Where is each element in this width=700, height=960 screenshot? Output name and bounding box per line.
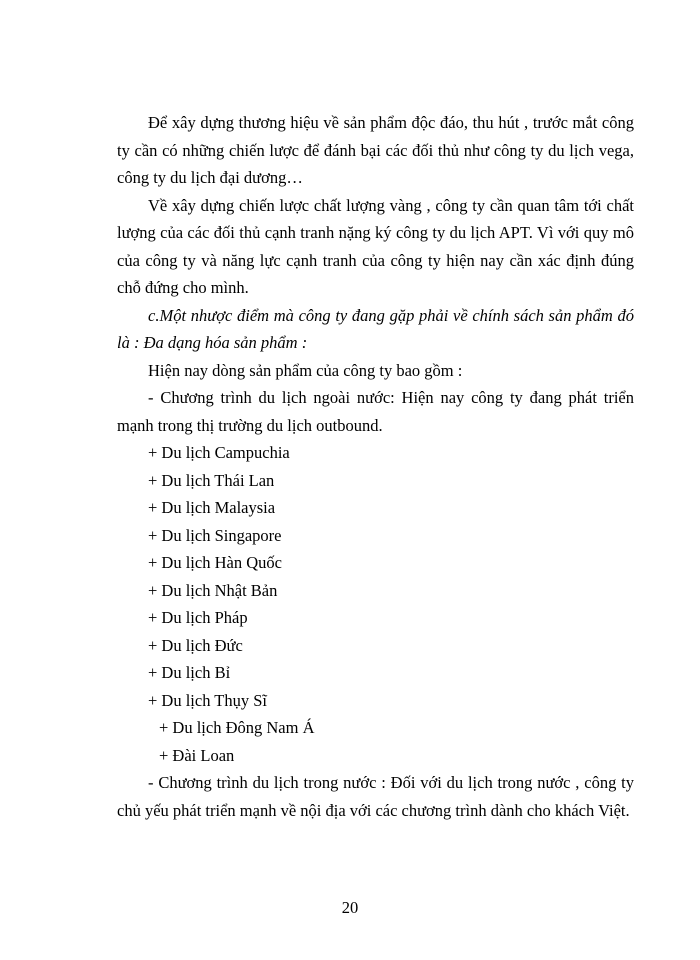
paragraph-product-lines-intro: Hiện nay dòng sản phẩm của công ty bao gồm : <box>148 360 463 380</box>
paragraph-weakness-heading: c.Một nhược điểm mà công ty đang gặp phải về chính sách sản phẩm đó là : Đa dạng hóa sản phẩm : <box>117 305 634 352</box>
paragraph-outbound-programs: - Chương trình du lịch ngoài nước: Hiện nay công ty đang phát triển mạnh trong thị trường du lịch outbound. <box>117 388 634 435</box>
list-item: + Du lịch Thụy Sĩ <box>148 690 268 710</box>
list-item: + Du lịch Đức <box>148 635 243 655</box>
paragraph-quality-strategy: Về xây dựng chiến lược chất lượng vàng , công ty cần quan tâm tới chất lượng của các đối thủ cạnh tranh nặng ký công ty du lịch APT. Vì với quy mô của công ty và năng lực cạnh tranh của công ty hiện nay cần xác định đúng chỗ đứng cho mình. <box>117 195 634 297</box>
paragraph-domestic-programs: - Chương trình du lịch trong nước : Đối với du lịch trong nước , công ty chủ yếu phát triển mạnh về nội địa với các chương trình dành cho khách Việt. <box>117 773 634 820</box>
outbound-destination-list <box>117 439 634 769</box>
paragraph-brand-strategy: Để xây dựng thương hiệu về sản phẩm độc đáo, thu hút , trước mắt công ty cần có những chiến lược để đánh bại các đối thủ như công ty du lịch vega, công ty du lịch đại dương… <box>117 113 634 187</box>
list-item: + Du lịch Malaysia <box>148 498 276 517</box>
list-item: + Đài Loan <box>159 745 235 765</box>
list-item: + Du lịch Pháp <box>148 608 248 627</box>
list-item: + Du lịch Đông Nam Á <box>159 718 315 737</box>
list-item: + Du lịch Bỉ <box>148 663 231 682</box>
list-item: + Du lịch Campuchia <box>148 443 290 462</box>
document-body <box>117 109 634 824</box>
list-item: + Du lịch Hàn Quốc <box>148 553 282 572</box>
list-item: + Du lịch Thái Lan <box>148 470 275 490</box>
page-number: 20 <box>341 898 359 917</box>
list-item: + Du lịch Nhật Bản <box>148 580 278 600</box>
list-item: + Du lịch Singapore <box>148 525 282 545</box>
